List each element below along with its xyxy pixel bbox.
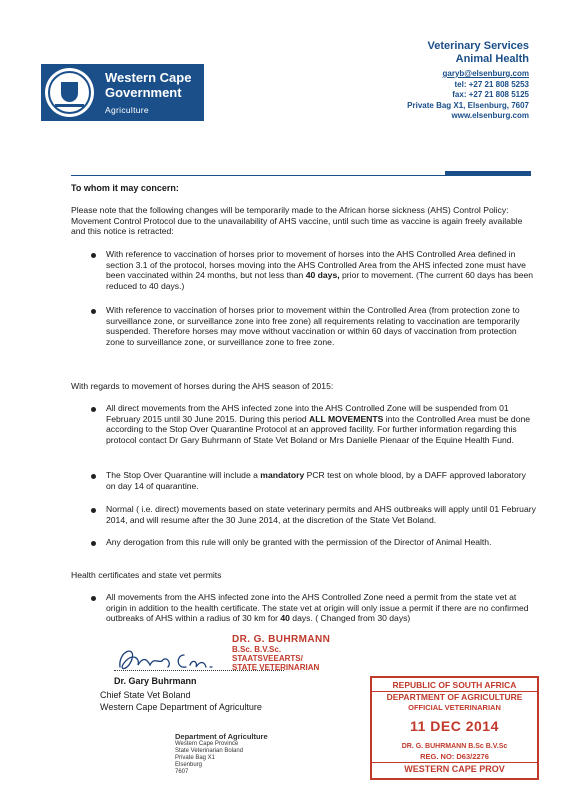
unit-name: Veterinary Services [427, 40, 529, 52]
bullet-dot [91, 508, 96, 513]
signatory-title: Chief State Vet Boland [100, 690, 191, 700]
coat-of-arms-icon [45, 68, 94, 117]
list-item: Any derogation from this rule will only be granted with the permission of the Director of Animal Health. [106, 537, 492, 547]
signatory-name: Dr. Gary Buhrmann [114, 676, 197, 686]
contact-block [349, 40, 529, 122]
list-item: Normal ( i.e. direct) movements based on state veterinary permits and AHS outbreaks will apply until 01 February 2014, and will resume after the 30 June 2014, at the discretion of the State Vet Boland. [106, 504, 536, 525]
stamp-date: 11 DEC 2014 [410, 718, 499, 734]
list-item: All movements from the AHS infected zone into the AHS Controlled Zone need a permit from the state vet at origin in addition to the health certificate. The state vet at origin will only issue a permit if there are no confirmed outbreaks of AHS within a radius of 30 km for 40 days. ( Changed from 30 days) [106, 592, 529, 623]
intro-paragraph: Please note that the following changes will be temporarily made to the African horse sickness (AHS) Control Policy: Movement Control Protocol due to the unavailability of AHS vaccine, until such time as vaccine is again freely available and this notice is retracted: [71, 205, 523, 236]
bullet-dot [91, 253, 96, 258]
signatory-details [100, 689, 262, 713]
government-logo [41, 64, 204, 121]
email-link[interactable]: garyb@elsenburg.com [442, 69, 529, 78]
bullet-dot [91, 541, 96, 546]
list-item: The Stop Over Quarantine will include a mandatory PCR test on whole blood, by a DAFF approved laboratory on day 14 of quarantine. [106, 470, 526, 491]
tel-number: tel: +27 21 808 5253 [454, 79, 529, 89]
department-stamp: Department of Agriculture Western Cape Province State Veterinarian Boland Private Bag X1 Elsenburg 7607 [175, 732, 268, 775]
list-item: All direct movements from the AHS infected zone into the AHS Controlled Zone will be suspended from 01 February 2015 until 30 June 2015. During this period ALL MOVEMENTS into the Controlled Area must be done according to the Stop Over Quarantine Protocol at an approved facility. For further information regarding this protocol contact Dr Gary Buhrmann of State Vet Boland or Mrs Danielle Pienaar of the Equine Health Fund. [106, 403, 531, 445]
bullet-dot [91, 474, 96, 479]
signatory-department: Western Cape Department of Agriculture [100, 702, 262, 712]
fax-number: fax: +27 21 808 5125 [452, 90, 529, 99]
salutation: To whom it may concern: [71, 183, 179, 193]
official-stamp: REPUBLIC OF SOUTH AFRICA DEPARTMENT OF AGRICULTURE OFFICIAL VETERINARIAN 11 DEC 2014 DR. G. BUHRMANN B.Sc B.V.Sc REG. NO: D63/2276 WESTERN CAPE PROV [370, 676, 539, 780]
list-item: With reference to vaccination of horses prior to movement of horses into the AHS Controlled Area defined in section 3.1 of the protocol, horses moving into the AHS Controlled Area from the AHS infected zone must have been vaccinated within 24 months, but not less than 40 days, prior to movement. (The current 60 days has been reduced to 40 days.) [106, 249, 534, 291]
section-heading: Health certificates and state vet permits [71, 570, 222, 580]
org-name: Western Cape Government [105, 70, 192, 100]
list-item: With reference to vaccination of horses prior to movement within the Controlled Area (from protection zone to surveillance zone, or surveillance zone into free zone) all requirements relating to vaccination are temporarily suspended. Therefore horses may move without vaccination or within 60 days of vaccination from protection zone to surveillance zone, or surveillance zone to free zone. [106, 305, 520, 347]
header-divider-accent [445, 171, 531, 176]
postal-address: Private Bag X1, Elsenburg, 7607 [407, 100, 529, 110]
section-heading: With regards to movement of horses during the AHS season of 2015: [71, 381, 334, 391]
bullet-dot [91, 309, 96, 314]
unit-subname: Animal Health [455, 53, 529, 65]
bullet-dot [91, 407, 96, 412]
bullet-dot [91, 596, 96, 601]
name-stamp: DR. G. BUHRMANN B.Sc. B.V.Sc. STAATSVEEARTS/ STATE VETERINARIAN [232, 634, 331, 672]
department-label: Agriculture [105, 105, 149, 115]
signature-block [114, 675, 197, 687]
website-link[interactable]: www.elsenburg.com [451, 111, 529, 120]
